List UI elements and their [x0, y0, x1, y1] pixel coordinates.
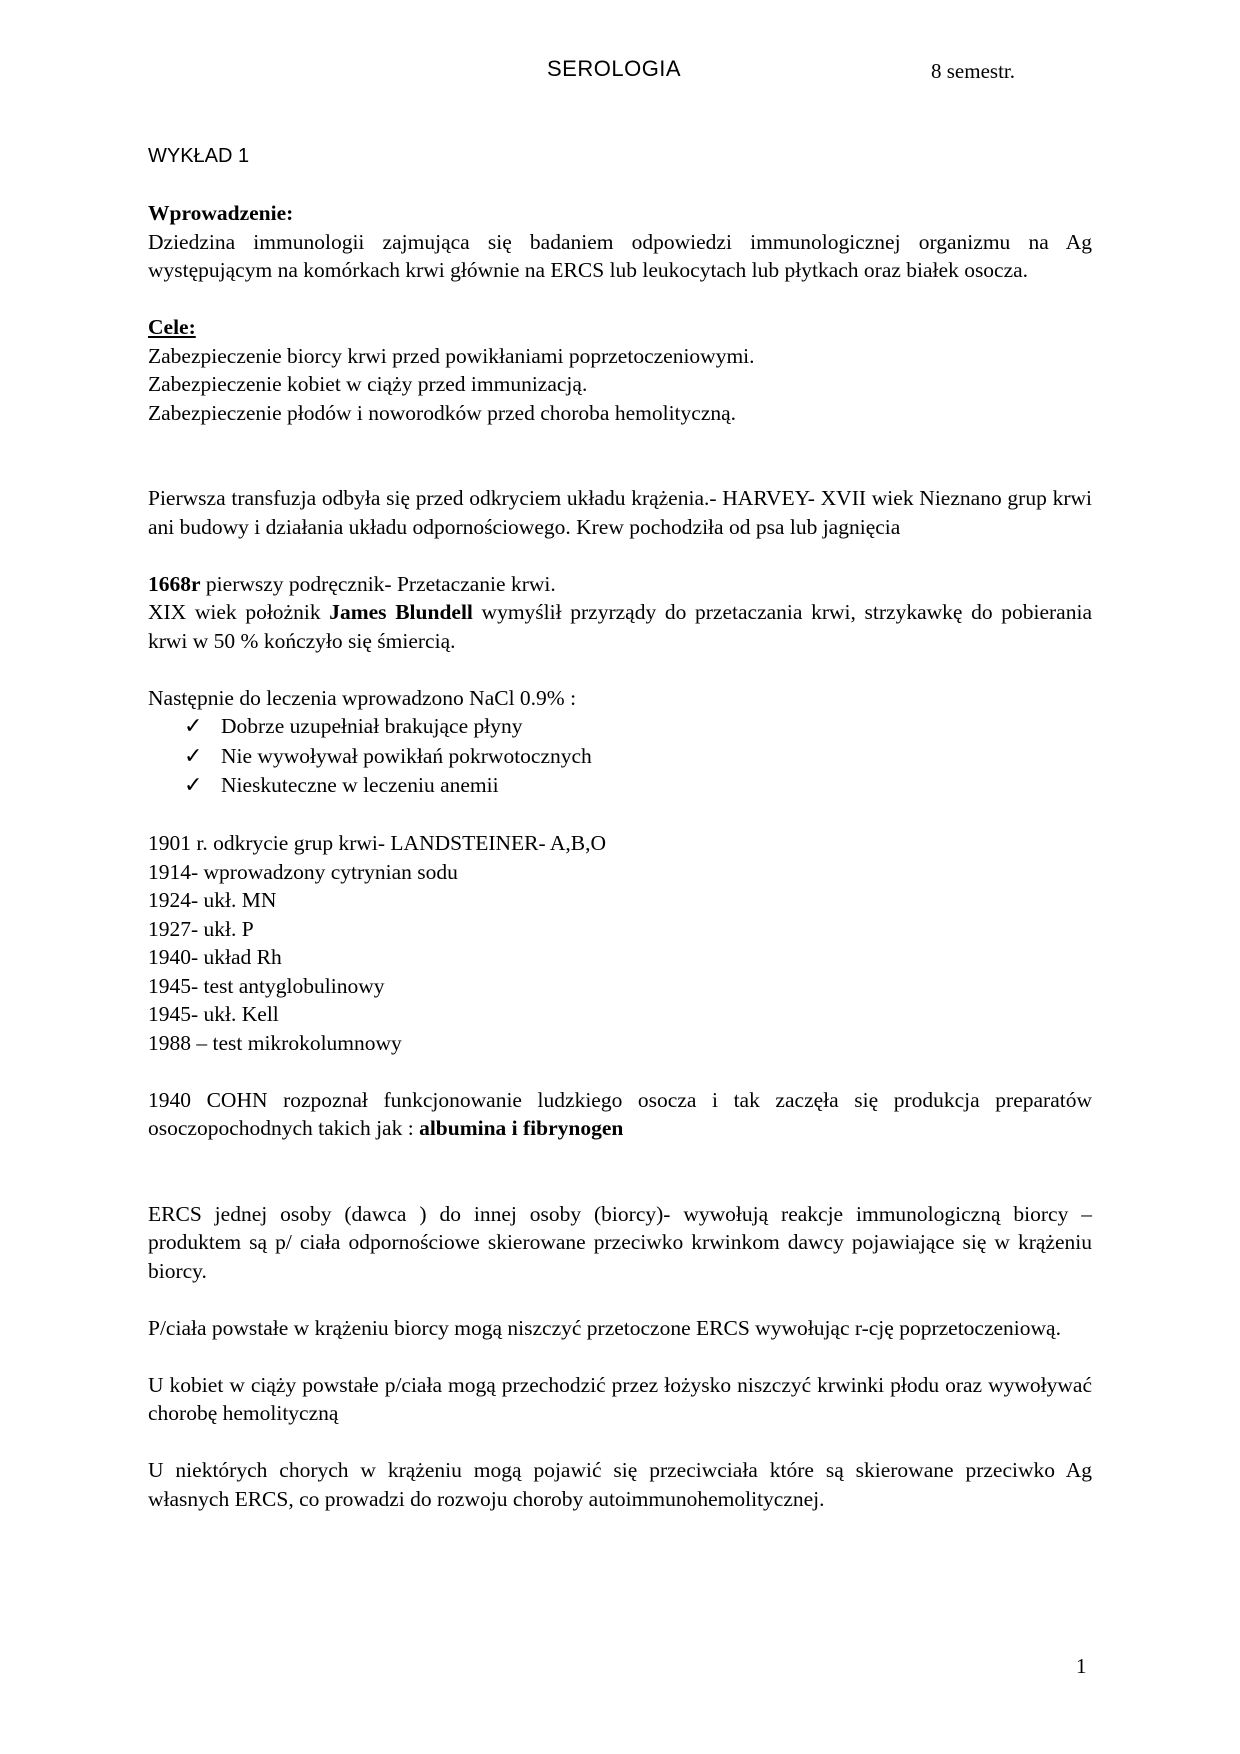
intro-text: Dziedzina immunologii zajmująca się badaniem odpowiedzi immunologicznej organizmu na Ag występującym na komórkach krwi głównie na ERCS lub leukocytach lub płytkach oraz białek osocza.	[148, 229, 1092, 282]
nacl-section	[148, 684, 1092, 801]
cohn-paragraph	[148, 1086, 1092, 1143]
goal-item: Zabezpieczenie kobiet w ciąży przed immunizacją.	[148, 372, 588, 396]
timeline-entry: 1924- ukł. MN	[148, 888, 277, 912]
nacl-checklist	[148, 712, 1092, 801]
timeline-entry: 1914- wprowadzony cytrynian sodu	[148, 859, 458, 884]
goal-item: Zabezpieczenie płodów i noworodków przed choroba hemolityczną.	[148, 400, 737, 425]
timeline-entry: 1988 – test mikrokolumnowy	[148, 1030, 402, 1055]
blundell-name: James Blundell	[329, 600, 473, 624]
page-number: 1	[1076, 1654, 1087, 1678]
check-icon: ✓	[184, 743, 203, 769]
blundell-suffix: wymyślił przyrządy do przetaczania krwi, strzykawkę do pobierania krwi w 50 % kończyło się śmiercią.	[148, 600, 1092, 653]
body-paragraph: P/ciała powstałe w krążeniu biorcy mogą niszczyć przetoczone ERCS wywołując r-cję poprzetoczeniową.	[148, 1315, 1061, 1340]
checklist-item	[184, 771, 1092, 801]
document-title: SEROLOGIA	[547, 56, 682, 81]
timeline-entry: 1945- test antyglobulinowy	[148, 973, 385, 998]
first-transfusion-paragraph: Pierwsza transfuzja odbyła się przed odkryciem układu krążenia.- HARVEY- XVII wiek Nieznano grup krwi ani budowy i działania układu odpornościowego. Krew pochodziła od psa lub jagnięcia	[148, 486, 1092, 539]
year-1668: 1668r	[148, 571, 201, 596]
nacl-intro: Następnie do leczenia wprowadzono NaCl 0.9% :	[148, 685, 577, 710]
checklist-item	[184, 742, 1092, 772]
document-body	[148, 142, 1092, 1513]
checklist-item-text: Dobrze uzupełniał brakujące płyny	[221, 714, 523, 738]
body-paragraph: U niektórych chorych w krążeniu mogą pojawić się przeciwciała które są skierowane przeciwko Ag własnych ERCS, co prowadzi do rozwoju choroby autoimmunohemolitycznej.	[148, 1458, 1092, 1511]
timeline-entry: 1901 r. odkrycie grup krwi- LANDSTEINER- A,B,O	[148, 831, 607, 855]
lecture-label: WYKŁAD 1	[148, 145, 250, 167]
cohn-text: 1940 COHN rozpoznał funkcjonowanie ludzkiego osocza i tak zaczęła się produkcja preparatów osoczopochodnych takich jak :	[148, 1087, 1092, 1140]
semester-label: 8 semestr.	[931, 59, 1015, 83]
timeline-entry: 1940- układ Rh	[148, 945, 282, 969]
checklist-item-text: Nie wywoływał powikłań pokrwotocznych	[221, 743, 592, 768]
intro-heading: Wprowadzenie:	[148, 201, 294, 225]
check-icon: ✓	[184, 714, 203, 739]
timeline-entry: 1945- ukł. Kell	[148, 1002, 279, 1026]
first-handbook-line	[148, 570, 1092, 599]
checklist-item	[184, 712, 1092, 742]
goals-section	[148, 313, 1092, 427]
blundell-prefix: XIX wiek położnik	[148, 600, 330, 624]
goal-item: Zabezpieczenie biorcy krwi przed powikłaniami poprzetoczeniowymi.	[148, 343, 755, 368]
checklist-item-text: Nieskuteczne w leczeniu anemii	[221, 773, 499, 797]
first-handbook-text: pierwszy podręcznik- Przetaczanie krwi.	[200, 571, 556, 596]
cohn-products: albumina i fibrynogen	[419, 1116, 624, 1140]
timeline-entry: 1927- ukł. P	[148, 916, 254, 941]
history-section	[148, 570, 1092, 656]
body-paragraph: ERCS jednej osoby (dawca ) do innej osoby (biorcy)- wywołują reakcje immunologiczną biorcy – produktem są p/ ciała odpornościowe skierowane przeciwko krwinkom dawcy pojawiające się w krążeniu biorcy.	[148, 1201, 1092, 1283]
intro-section	[148, 199, 1092, 285]
blundell-paragraph	[148, 598, 1092, 655]
check-icon: ✓	[184, 773, 203, 798]
goals-heading: Cele:	[148, 315, 196, 339]
timeline-section	[148, 829, 1092, 1057]
body-paragraph: U kobiet w ciąży powstałe p/ciała mogą przechodzić przez łożysko niszczyć krwinki płodu oraz wywoływać chorobę hemolityczną	[148, 1372, 1092, 1425]
